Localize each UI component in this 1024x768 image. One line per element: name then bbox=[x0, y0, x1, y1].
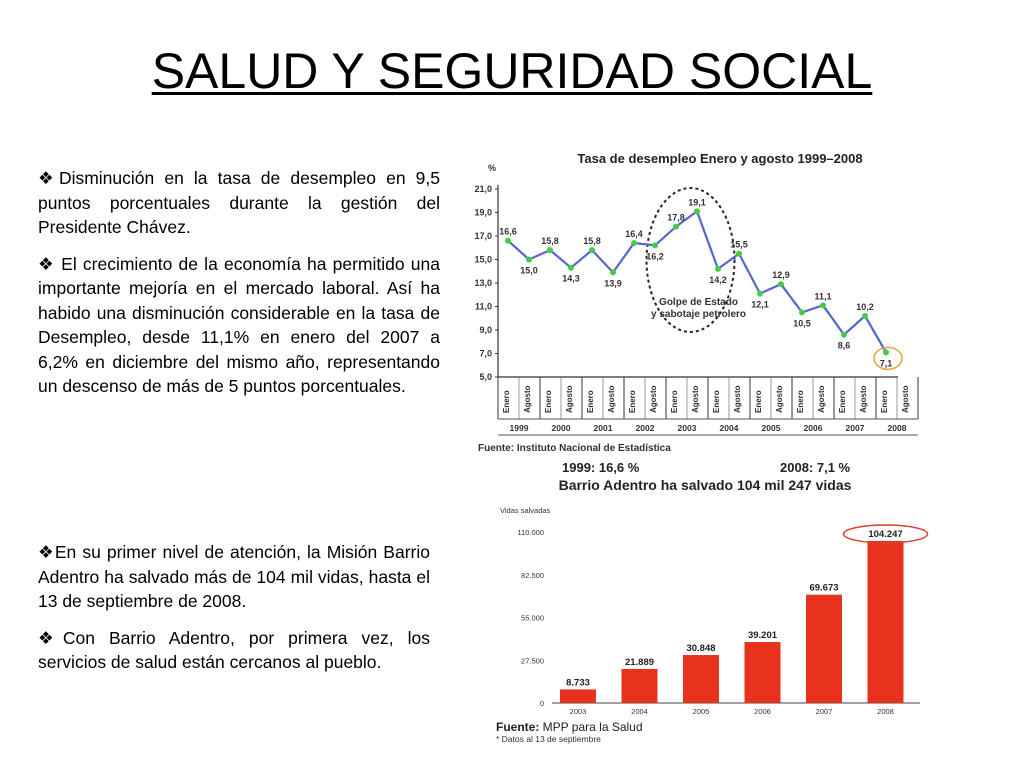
x-category-label: 2007 bbox=[815, 707, 833, 716]
y-tick-label: 21,0 bbox=[474, 184, 492, 194]
bullet-economy-growth: ❖ El crecimiento de la economía ha permitido una importante mejoría en el mercado laboral. Así ha habido una disminución considerable en la tasa de Desempleo, desde 11,1% en enero del 2007 a 6,2% en diciembre del mismo año, representando un descenso de más de 5 puntos porcentuales. bbox=[38, 253, 440, 396]
chart-title: Tasa de desempleo Enero y agosto 1999–2008 bbox=[577, 151, 863, 166]
bar-value-label: 69.673 bbox=[809, 582, 839, 594]
bullet-diamond-icon: ❖ bbox=[38, 168, 59, 188]
data-label: 19,1 bbox=[688, 197, 706, 208]
data-label: 15,0 bbox=[520, 265, 538, 276]
data-label: 14,2 bbox=[709, 274, 727, 285]
data-label: 16,6 bbox=[499, 226, 517, 237]
bar-value-label: 30.848 bbox=[686, 643, 716, 655]
y-tick-label: 13,0 bbox=[474, 278, 492, 288]
x-period-label: Enero bbox=[586, 390, 595, 413]
data-point bbox=[841, 332, 847, 338]
x-year-label: 2008 bbox=[887, 423, 907, 433]
unemployment-line-chart bbox=[470, 145, 940, 475]
bullet-diamond-icon: ❖ bbox=[38, 253, 55, 274]
chart-source bbox=[496, 720, 643, 734]
data-point bbox=[883, 349, 889, 355]
data-point bbox=[799, 309, 805, 315]
data-point bbox=[610, 269, 616, 275]
x-period-label: Enero bbox=[880, 390, 889, 413]
bar-2008 bbox=[868, 541, 904, 703]
x-year-label: 2007 bbox=[845, 423, 865, 433]
data-label: 16,4 bbox=[625, 229, 643, 240]
x-period-label: Enero bbox=[544, 390, 553, 413]
x-year-label: 2002 bbox=[635, 423, 655, 433]
chart-footnote: * Datos al 13 de septiembre bbox=[496, 734, 601, 744]
x-year-label: 2001 bbox=[593, 423, 613, 433]
data-point bbox=[715, 266, 721, 272]
data-label: 12,1 bbox=[751, 299, 769, 310]
data-label: 17,8 bbox=[667, 212, 685, 223]
x-period-label: Agosto bbox=[901, 385, 910, 413]
x-year-label: 2006 bbox=[803, 423, 823, 433]
x-period-label: Agosto bbox=[523, 385, 532, 413]
y-tick-label: 0 bbox=[539, 699, 544, 708]
y-tick-label: 55.000 bbox=[521, 613, 544, 623]
bar-value-label: 39.201 bbox=[747, 630, 778, 642]
x-year-label: 2005 bbox=[761, 423, 781, 433]
data-point bbox=[757, 291, 763, 297]
bar-2005 bbox=[683, 655, 719, 703]
summary-1999: 1999: 16,6 % bbox=[562, 460, 640, 475]
bar-2007 bbox=[806, 595, 842, 703]
data-label: 16,2 bbox=[646, 251, 664, 262]
data-point bbox=[526, 257, 532, 263]
data-point bbox=[547, 247, 553, 253]
data-point bbox=[694, 208, 700, 214]
data-label: 15,8 bbox=[583, 236, 601, 247]
data-label: 10,5 bbox=[793, 318, 811, 329]
y-axis-label: % bbox=[488, 163, 497, 173]
y-tick-label: 7,0 bbox=[479, 348, 492, 359]
data-label: 8,6 bbox=[837, 340, 851, 351]
bullets-top bbox=[38, 166, 440, 411]
y-tick-label: 5,0 bbox=[479, 372, 492, 382]
x-year-label: 2003 bbox=[677, 423, 697, 433]
data-point bbox=[505, 238, 511, 244]
data-label: 15,8 bbox=[541, 236, 559, 247]
bar-2006 bbox=[745, 642, 781, 703]
x-category-label: 2006 bbox=[754, 707, 771, 716]
slide-title: SALUD Y SEGURIDAD SOCIAL bbox=[151, 43, 873, 99]
coup-annotation-line1: Golpe de Estado bbox=[659, 297, 738, 308]
x-year-label: 1999 bbox=[509, 423, 529, 433]
x-period-label: Agosto bbox=[733, 385, 742, 413]
bullet-unemployment-decrease: ❖Disminución en la tasa de desempleo en 9,5 puntos porcentuales durante la gestión del Presidente Chávez. bbox=[38, 168, 440, 237]
bar-2004 bbox=[622, 669, 658, 703]
data-label: 10,2 bbox=[856, 301, 874, 312]
x-period-label: Agosto bbox=[859, 385, 868, 413]
y-tick-label: 82.500 bbox=[521, 570, 544, 580]
source-name: MPP para la Salud bbox=[539, 720, 643, 734]
x-period-label: Enero bbox=[838, 390, 847, 413]
bar-value-label: 21.889 bbox=[624, 656, 655, 668]
summary-2008: 2008: 7,1 % bbox=[780, 460, 851, 475]
data-point bbox=[631, 240, 637, 246]
y-tick-label: 11,0 bbox=[474, 301, 492, 312]
x-period-label: Agosto bbox=[775, 385, 784, 413]
data-point bbox=[568, 265, 574, 271]
x-category-label: 2003 bbox=[569, 707, 587, 716]
barrio-adentro-bar-chart bbox=[480, 440, 960, 750]
x-category-label: 2005 bbox=[692, 707, 710, 716]
x-period-label: Agosto bbox=[649, 385, 658, 413]
x-period-label: Enero bbox=[628, 390, 637, 413]
x-period-label: Enero bbox=[670, 390, 679, 413]
data-label: 11,1 bbox=[814, 291, 832, 302]
data-label: 14,3 bbox=[562, 273, 580, 284]
data-label: 13,9 bbox=[604, 278, 622, 289]
y-tick-label: 19,0 bbox=[474, 207, 492, 218]
source-prefix: Fuente: bbox=[496, 720, 540, 734]
x-year-label: 2000 bbox=[551, 423, 571, 433]
data-point bbox=[652, 242, 658, 248]
bar-2003 bbox=[560, 689, 596, 703]
y-axis-label: Vidas salvadas bbox=[500, 506, 551, 515]
x-category-label: 2004 bbox=[631, 707, 648, 716]
bullet-barrio-adentro-services: ❖Con Barrio Adentro, por primera vez, los servicios de salud están cercanos al pueblo. bbox=[38, 627, 430, 672]
x-period-label: Enero bbox=[712, 390, 721, 413]
y-tick-label: 27.500 bbox=[521, 656, 544, 666]
x-period-label: Enero bbox=[754, 390, 763, 413]
chart-title: Barrio Adentro ha salvado 104 mil 247 vidas bbox=[558, 477, 852, 493]
x-period-label: Agosto bbox=[691, 385, 700, 413]
x-period-label: Agosto bbox=[565, 385, 574, 413]
data-point bbox=[862, 313, 868, 319]
y-tick-label: 17,0 bbox=[474, 231, 492, 241]
bullet-diamond-icon: ❖ bbox=[38, 542, 55, 562]
data-point bbox=[778, 281, 784, 287]
bullets-bottom bbox=[38, 540, 430, 687]
x-period-label: Agosto bbox=[817, 385, 826, 413]
bar-value-label: 8.733 bbox=[566, 677, 590, 689]
data-point bbox=[736, 251, 742, 257]
x-year-label: 2004 bbox=[719, 423, 739, 433]
chart-source: Fuente: Instituto Nacional de Estadística bbox=[478, 443, 671, 454]
y-tick-label: 15,0 bbox=[474, 254, 492, 265]
data-point bbox=[589, 247, 595, 253]
y-tick-label: 110.000 bbox=[517, 528, 544, 537]
bullet-diamond-icon: ❖ bbox=[38, 627, 63, 648]
x-category-label: 2008 bbox=[877, 707, 894, 716]
data-point bbox=[673, 224, 679, 230]
coup-annotation-line2: y sabotaje petrolero bbox=[650, 309, 747, 320]
data-label: 7,1 bbox=[879, 358, 893, 369]
bar-value-label: 104.247 bbox=[868, 528, 903, 540]
data-label: 12,9 bbox=[772, 270, 790, 281]
y-tick-label: 9,0 bbox=[479, 325, 492, 335]
data-point bbox=[820, 302, 826, 308]
data-label: 15,5 bbox=[730, 239, 748, 250]
x-period-label: Enero bbox=[796, 390, 805, 413]
x-period-label: Enero bbox=[502, 390, 511, 413]
x-period-label: Agosto bbox=[607, 385, 616, 413]
bullet-barrio-adentro-lives: ❖En su primer nivel de atención, la Misión Barrio Adentro ha salvado más de 104 mil vidas, hasta el 13 de septiembre de 2008. bbox=[38, 542, 430, 611]
